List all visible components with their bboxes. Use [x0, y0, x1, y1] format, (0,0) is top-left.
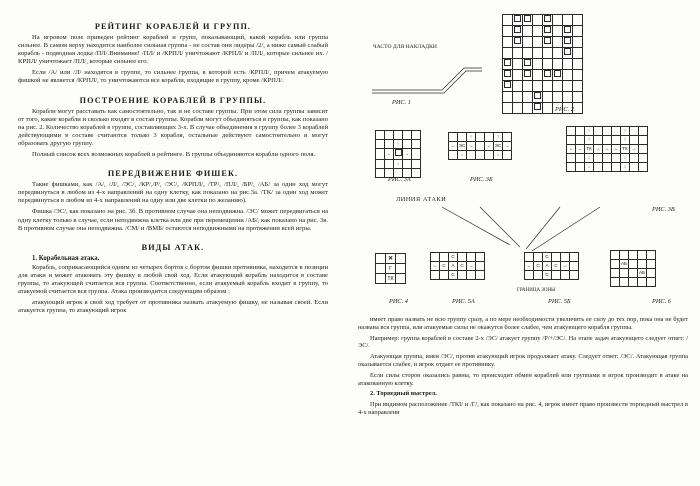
ship-marker	[514, 15, 521, 22]
grid-cell	[376, 149, 385, 160]
grid-cell	[376, 140, 385, 149]
grid-cell	[458, 133, 467, 142]
grid-cell-arrow-left: ←	[449, 142, 458, 151]
grid-table	[430, 252, 485, 280]
figure-3b-grid	[448, 132, 512, 160]
grid-cell-label-tk: ТК	[621, 145, 630, 154]
grid-cell	[552, 253, 561, 262]
grid-cell-arrow-up: ↑	[394, 140, 403, 149]
section-heading-postroenie: ПОСТРОЕНИЕ КОРАБЛЕЙ В ГРУППЫ.	[79, 95, 267, 105]
grid-cell	[440, 271, 449, 280]
grid-cell-arrow-up: ↑	[585, 127, 594, 136]
subsection-title-korabelnaya-ataka: 1. Корабельная атака.	[32, 254, 100, 262]
grid-cell	[570, 271, 579, 280]
grid-cell	[396, 264, 406, 274]
spacer	[18, 162, 328, 169]
grid-cell-arrow-down: ↓	[621, 154, 630, 163]
grid-cell	[503, 103, 513, 114]
grid-cell	[376, 264, 386, 274]
paragraph: Полный список всех возможных кораблей и рейтинге. В группы объединяются корабли одного поля.	[32, 151, 316, 159]
grid-cell-arrow-down: ↓	[585, 163, 594, 172]
grid-cell	[449, 151, 458, 160]
grid-cell	[523, 103, 533, 114]
grid-cell	[603, 163, 612, 172]
grid-cell	[385, 131, 394, 140]
paragraph: При видимом расположение /ТКІ/ и /Г/, как показано на рис. 4, игрок имеет право произвести торпедный выстрел в 4-х направлени	[358, 401, 688, 416]
figure-3v-grid	[566, 126, 648, 172]
figure-4-grid	[375, 253, 406, 284]
grid-cell-arrow-right: →	[403, 149, 412, 160]
grid-cell	[647, 260, 656, 269]
grid-cell	[567, 127, 576, 136]
grid-cell	[376, 274, 386, 284]
grid-table	[375, 130, 421, 178]
grid-cell	[513, 92, 523, 103]
grid-cell	[476, 271, 485, 280]
grid-cell	[476, 133, 485, 142]
grid-cell	[533, 70, 543, 81]
grid-cell-label-ab: АБ	[638, 269, 647, 278]
figure-2-caption: РИС. 2.	[555, 106, 576, 113]
grid-cell	[563, 81, 573, 92]
grid-cell	[576, 163, 585, 172]
grid-cell	[543, 70, 553, 81]
grid-cell	[630, 163, 639, 172]
subsection-title-torpednyy-vystrel: 2. Торпедный выстрел.	[370, 390, 437, 398]
grid-cell	[467, 253, 476, 262]
grid-cell	[603, 127, 612, 136]
ship-marker	[524, 59, 531, 66]
grid-cell	[620, 278, 629, 287]
figure-5b-caption: РИС. 5Б	[548, 298, 571, 305]
grid-cell	[533, 48, 543, 59]
grid-cell-label-c: С	[458, 262, 467, 271]
grid-cell	[611, 260, 620, 269]
grid-cell	[485, 151, 494, 160]
ship-marker	[564, 26, 571, 33]
grid-cell	[638, 251, 647, 260]
grid-cell	[503, 48, 513, 59]
grid-cell	[561, 271, 570, 280]
grid-cell	[513, 37, 523, 48]
grid-cell	[503, 59, 513, 70]
grid-table	[566, 126, 648, 172]
grid-cell-arrow-right: →	[561, 262, 570, 271]
figure-3a-grid	[375, 130, 421, 178]
ship-marker	[534, 103, 541, 110]
grid-cell	[563, 59, 573, 70]
figure-3v-caption: РИС. 3В	[652, 206, 675, 213]
grid-cell	[449, 133, 458, 142]
grid-cell	[476, 142, 485, 151]
section-heading-rating: РЕЙТИНГ КОРАБЛЕЙ И ГРУПП.	[94, 22, 252, 31]
grid-cell	[503, 15, 513, 26]
grid-cell	[523, 92, 533, 103]
grid-cell-label-c: С	[552, 262, 561, 271]
grid-cell-label-es: ЭС	[494, 142, 503, 151]
ship-marker	[504, 70, 511, 77]
grid-cell	[573, 37, 583, 48]
grid-cell	[525, 253, 534, 262]
grid-cell	[570, 262, 579, 271]
grid-cell	[412, 160, 421, 169]
grid-cell-label-c: С	[534, 262, 543, 271]
grid-cell	[553, 92, 563, 103]
grid-cell	[553, 59, 563, 70]
grid-cell	[525, 271, 534, 280]
grid-cell	[603, 154, 612, 163]
grid-cell	[503, 37, 513, 48]
grid-cell	[523, 59, 533, 70]
grid-cell	[553, 26, 563, 37]
grid-cell	[503, 151, 512, 160]
grid-cell	[620, 251, 629, 260]
grid-cell-label-c: С	[543, 253, 552, 262]
grid-cell	[543, 48, 553, 59]
grid-cell	[476, 262, 485, 271]
grid-cell	[412, 140, 421, 149]
grid-cell	[533, 103, 543, 114]
grid-cell	[594, 154, 603, 163]
grid-cell	[629, 260, 638, 269]
grid-cell	[533, 26, 543, 37]
grid-cell	[563, 15, 573, 26]
grid-cell-label-es: ЭС	[458, 142, 467, 151]
grid-cell	[630, 154, 639, 163]
ship-marker	[554, 70, 561, 77]
grid-cell	[603, 136, 612, 145]
grid-cell	[533, 81, 543, 92]
grid-cell	[611, 269, 620, 278]
grid-cell	[533, 92, 543, 103]
grid-cell-label-g: Г	[386, 264, 396, 274]
grid-cell	[594, 127, 603, 136]
grid-cell	[376, 169, 385, 178]
grid-cell	[552, 271, 561, 280]
spacer	[18, 89, 328, 96]
grid-cell	[553, 70, 563, 81]
grid-cell-arrow-down: ↓	[585, 154, 594, 163]
grid-cell	[612, 136, 621, 145]
grid-cell	[543, 92, 553, 103]
section-heading-peredvizhenie: ПЕРЕДВИЖЕНИЕ ФИШЕК.	[107, 169, 239, 179]
grid-table	[610, 250, 656, 287]
grid-cell	[513, 26, 523, 37]
grid-cell-arrow-left: ←	[485, 142, 494, 151]
grid-cell	[612, 163, 621, 172]
grid-cell-arrow-left: ←	[612, 145, 621, 154]
grid-cell	[513, 15, 523, 26]
grid-cell	[567, 154, 576, 163]
grid-cell	[523, 70, 533, 81]
grid-cell	[611, 278, 620, 287]
grid-cell-arrow-down: ↓	[394, 160, 403, 169]
grid-cell	[513, 103, 523, 114]
grid-cell	[513, 81, 523, 92]
grid-cell	[440, 253, 449, 262]
grid-cell	[620, 269, 629, 278]
grid-cell-marked	[386, 254, 396, 264]
grid-cell	[503, 81, 513, 92]
border-zone-label: ГРАНИЦА ЗОНЫ	[517, 288, 556, 293]
grid-cell	[458, 253, 467, 262]
grid-cell	[523, 48, 533, 59]
cross-icon: ✕	[387, 255, 394, 262]
grid-cell	[639, 154, 648, 163]
grid-cell	[534, 271, 543, 280]
ship-marker	[534, 92, 541, 99]
grid-cell-label-tk: ТК	[585, 145, 594, 154]
grid-cell	[647, 278, 656, 287]
paragraph: Такие фишками, как /А/, /Л/, /ЭС/, /КР/,/Р/, /ЭС/, /КРПЛ/, /ТР/, /ПЛ/, /БР/, /АБ/ за один ход могут передвинуться в любом из 4-х направлений на одну клетку, как показано на рис.3а. /ТК/ за один ход может передвинуться в любом из 4-х направлений на одну или две клетки по желанию).	[18, 181, 328, 205]
figure-4-caption: РИС. 4	[389, 298, 408, 305]
grid-cell	[563, 26, 573, 37]
grid-cell	[533, 37, 543, 48]
ship-marker	[564, 37, 571, 44]
grid-cell	[396, 274, 406, 284]
grid-cell-label-c: С	[543, 271, 552, 280]
grid-cell	[503, 133, 512, 142]
grid-cell-arrow-up: ↑	[621, 136, 630, 145]
grid-cell	[573, 70, 583, 81]
paragraph: Корабли могут расставать как самостоятельно, так и не составе группы. При этом сила группы зависит от того, какие корабли и сколько входят в состав группы. Корабли могут объединяться в группы, как показано на рис. 2. Количество кораблей в группе, составляющих 3-х. В случае объединения в группу более 3 кораблей действующими в составе считаются только 3 корабля, остальные действуют самостоятельно и могут образовать другую группу.	[18, 107, 328, 147]
grid-cell-label-c: С	[449, 253, 458, 262]
ship-marker	[564, 48, 571, 55]
paragraph: атакующий игрок в свой ход требует от противника назвать атакуемую фишку, не называя своей. Если атакуется группа, то атакующий игрок	[18, 299, 328, 315]
grid-cell-arrow-right: →	[594, 145, 603, 154]
grid-cell	[567, 163, 576, 172]
figure-5a-caption: РИС. 5А	[452, 298, 475, 305]
grid-table	[375, 253, 406, 284]
grid-cell	[403, 160, 412, 169]
grid-cell	[403, 140, 412, 149]
grid-cell	[533, 15, 543, 26]
ship-marker	[504, 81, 511, 88]
grid-cell-arrow-down: ↓	[621, 163, 630, 172]
grid-cell	[563, 70, 573, 81]
grid-cell-arrow-left: ←	[576, 145, 585, 154]
figure-1-caption: РИС. 1	[392, 99, 411, 106]
figure-1-label	[373, 44, 437, 51]
grid-cell	[629, 278, 638, 287]
grid-cell	[412, 149, 421, 160]
grid-cell	[594, 163, 603, 172]
ship-marker	[514, 26, 521, 33]
grid-cell-arrow-right: →	[630, 145, 639, 154]
figure-3b-caption: РИС. 3Б	[470, 176, 493, 183]
grid-cell	[573, 15, 583, 26]
paragraph: Если силы сторон оказались равны, то происходит обмен кораблей или группами и игрок производит в атаке на атакованную клетку.	[358, 371, 688, 387]
figure-1-svg	[372, 60, 482, 96]
grid-cell	[412, 131, 421, 140]
grid-cell	[647, 251, 656, 260]
grid-cell	[639, 145, 648, 154]
grid-cell	[376, 160, 385, 169]
grid-cell	[396, 254, 406, 264]
spacer	[18, 236, 328, 243]
grid-cell	[630, 127, 639, 136]
ship-marker	[504, 59, 511, 66]
section-heading-vidy-atak: ВИДЫ АТАК.	[141, 242, 205, 252]
grid-cell	[573, 48, 583, 59]
grid-cell	[412, 169, 421, 178]
grid-cell	[523, 26, 533, 37]
grid-table	[524, 252, 579, 280]
ship-marker	[544, 26, 551, 33]
grid-cell-arrow-up: ↑	[467, 133, 476, 142]
grid-cell-arrow-down: ↓	[458, 151, 467, 160]
grid-cell	[553, 81, 563, 92]
grid-cell	[630, 136, 639, 145]
grid-cell	[573, 26, 583, 37]
grid-cell	[612, 154, 621, 163]
grid-cell-arrow-left: ←	[567, 145, 576, 154]
paragraph: Атакующая группа, имея /ЭС/, против атакующий игрок продолжает атаку. Следует ответ: /ЭС/. Атакующая группа оказывается слабее, и игрок отдает ее противнику.	[358, 353, 688, 368]
ship-marker	[524, 70, 531, 77]
paragraph: Если /А/ или /Л/ находятся в группе, то сильнее группа, в которой есть /КРПЛ/, причем атакуемую фишкой не является /КРПЛ/, то уничтожаются все корабли, входящие в группу, кроме /КРПЛ/.	[18, 69, 328, 85]
grid-cell	[385, 160, 394, 169]
grid-cell	[543, 37, 553, 48]
grid-cell	[394, 131, 403, 140]
grid-cell	[467, 271, 476, 280]
grid-cell	[543, 103, 553, 114]
grid-cell	[553, 15, 563, 26]
grid-table	[448, 132, 512, 160]
grid-cell-label-ab: АБ	[620, 260, 629, 269]
grid-cell-label-a: А	[543, 262, 552, 271]
grid-cell	[629, 251, 638, 260]
paragraph: Фишка /ЭС/, как показано на рис. 3б. В противном случае она неподвижна. /ЭС/ может передвигаться на одну клетку только в случае, если неподвижна клетка или две при перемещении /АБ/, как показано на рис. 3в. В противном случае она неподвижна. /СМ/ и /ВМБ/ остаются неподвижными на протяжении всей игры.	[18, 208, 328, 232]
grid-cell	[533, 59, 543, 70]
grid-cell	[431, 253, 440, 262]
grid-cell	[576, 136, 585, 145]
grid-cell	[629, 269, 638, 278]
figure-3a-caption: РИС. 3А	[388, 176, 411, 183]
grid-cell	[485, 133, 494, 142]
grid-cell-arrow-up: ↑	[494, 133, 503, 142]
grid-cell	[503, 70, 513, 81]
grid-cell	[543, 26, 553, 37]
grid-cell	[543, 81, 553, 92]
paragraph: Например: группа кораблей в составе 2-х /ЭС/ атакует группу /Р/+/ЭС/. На этапе задач атакующего следует ответ: /ЭС/.	[358, 334, 688, 350]
grid-cell-label-tk: ТК	[387, 275, 394, 282]
ship-marker	[544, 70, 551, 77]
grid-cell	[576, 154, 585, 163]
figure-2-grid	[502, 14, 583, 114]
figure-6-caption: РИС. 6	[652, 298, 671, 305]
grid-cell-arrow-right: →	[467, 262, 476, 271]
grid-cell	[567, 136, 576, 145]
grid-cell	[638, 278, 647, 287]
ship-marker	[395, 149, 402, 156]
grid-cell-label-a: А	[449, 262, 458, 271]
grid-cell	[458, 271, 467, 280]
grid-cell-center	[394, 149, 403, 160]
grid-cell-arrow-left: ←	[525, 262, 534, 271]
grid-cell	[503, 26, 513, 37]
grid-cell	[647, 269, 656, 278]
grid-cell-arrow-left: ←	[431, 262, 440, 271]
grid-cell	[611, 251, 620, 260]
grid-cell	[513, 48, 523, 59]
grid-cell	[638, 260, 647, 269]
grid-cell	[403, 131, 412, 140]
paragraph: На игровом поле приведен рейтинг кораблей и групп, показывающий, какой корабль или группа сильнее. В самом верху находится наиболее сильная группа - не состав они лидеры /2/, а ниже самый слабый корабль - подводная лодка /ПЛ/.Внимание! /ПЛ/ и /КРПЛ/ уничтожают /КРПЛ/ и /ПЛ/, которые сильнее их. /КРПЛ/ уничтожает /ПЛ/, которые сильнее его.	[18, 34, 328, 66]
grid-cell	[639, 136, 648, 145]
grid-cell-arrow-up: ↑	[621, 127, 630, 136]
grid-table	[502, 14, 583, 114]
grid-cell	[612, 127, 621, 136]
grid-cell-arrow-right: →	[603, 145, 612, 154]
grid-cell	[513, 70, 523, 81]
grid-cell	[561, 253, 570, 262]
figure-5a-grid	[430, 252, 485, 280]
grid-cell	[376, 254, 386, 264]
grid-cell	[376, 131, 385, 140]
grid-cell-label-c: С	[449, 271, 458, 280]
grid-cell	[543, 15, 553, 26]
grid-cell	[503, 92, 513, 103]
ship-marker	[544, 37, 551, 44]
grid-cell	[467, 151, 476, 160]
grid-cell	[573, 81, 583, 92]
figure-5b-grid	[524, 252, 579, 280]
grid-cell	[563, 48, 573, 59]
grid-cell	[573, 92, 583, 103]
grid-cell-arrow-right: →	[467, 142, 476, 151]
grid-cell	[431, 271, 440, 280]
grid-cell-arrow-down: ↓	[494, 151, 503, 160]
figure-1-shape	[372, 60, 482, 96]
grid-cell	[513, 59, 523, 70]
grid-cell	[563, 37, 573, 48]
grid-cell-arrow-left: ←	[385, 149, 394, 160]
grid-cell-arrow-up: ↑	[585, 136, 594, 145]
grid-cell	[476, 253, 485, 262]
grid-cell	[476, 151, 485, 160]
grid-cell	[570, 253, 579, 262]
grid-cell	[553, 37, 563, 48]
ship-marker	[544, 15, 551, 22]
attack-line-label: ЛИНИЯ АТАКИ	[396, 196, 447, 203]
grid-cell	[563, 92, 573, 103]
grid-cell	[385, 140, 394, 149]
grid-cell	[573, 59, 583, 70]
grid-cell	[523, 81, 533, 92]
grid-cell	[523, 15, 533, 26]
grid-cell	[594, 136, 603, 145]
grid-cell-arrow-right: →	[503, 142, 512, 151]
grid-cell	[576, 127, 585, 136]
grid-cell	[639, 163, 648, 172]
left-text-column	[18, 22, 328, 472]
grid-cell	[534, 253, 543, 262]
grid-cell	[553, 48, 563, 59]
grid-cell-label-c: С	[440, 262, 449, 271]
grid-cell	[523, 37, 533, 48]
paragraph: имеет право назвать не всю группу сразу, а по мере необходимости увеличить ее силу до тех пор, пока она не будет названа вся группа, или атакуемые силы не окажутся более слабее, чем атакующего корабля группы.	[358, 316, 688, 331]
figure-6-grid	[610, 250, 656, 287]
right-text-column	[358, 316, 688, 420]
grid-cell	[543, 59, 553, 70]
ship-marker	[524, 15, 531, 22]
grid-cell	[639, 127, 648, 136]
ship-marker	[514, 37, 521, 44]
paragraph: Корабль, соприкасающийся одним из четырех бортов с бортом фишки противника, находится в позиции для атаки и может атаковать эту фишку в любой свой ход. Если атакующий корабль находится в составе группы, то атакующей считается вся группа. Соответственно, если атакуемый корабль входит в группу, то атакуемой считается вся группа. Атака производится следующим образом :	[18, 263, 328, 295]
figure-1-label-text: ЧАСТО ДЛЯ НАКЛАДКИ	[373, 44, 437, 50]
